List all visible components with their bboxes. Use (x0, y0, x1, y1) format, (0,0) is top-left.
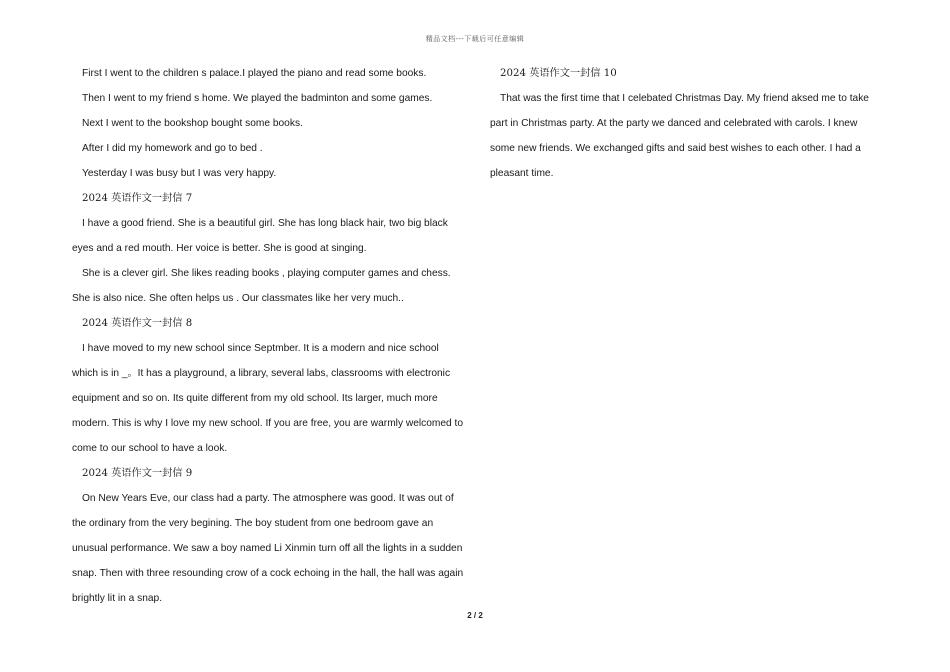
page-number: 2 / 2 (467, 611, 483, 620)
paragraph-3: Next I went to the bookshop bought some books. (82, 118, 303, 129)
paragraph-1: First I went to the children s palace.I played the piano and read some books. (82, 68, 427, 79)
left-column (72, 61, 464, 611)
section-heading-7: 2024 英语作文一封信 7 (82, 193, 193, 204)
paragraph-4: After I did my homework and go to bed . (82, 143, 263, 154)
paragraph-7: She is a clever girl. She likes reading books , playing computer games and chess. She is also nice. She often helps us . Our classmates like her very much.. (72, 268, 454, 304)
paragraph-2: Then I went to my friend s home. We played the badminton and some games. (82, 93, 433, 104)
section-heading-9: 2024 英语作文一封信 9 (82, 468, 193, 479)
section-heading-10: 2024 英语作文一封信 10 (500, 68, 617, 79)
paragraph-6: I have a good friend. She is a beautiful girl. She has long black hair, two big black eyes and a red mouth. Her voice is better. She is good at singing. (72, 218, 451, 254)
document-header: 精品文档---下载后可任意编辑 (425, 35, 525, 43)
section-heading-8: 2024 英语作文一封信 8 (82, 318, 193, 329)
paragraph-5: Yesterday I was busy but I was very happy. (82, 168, 277, 179)
right-column (490, 61, 882, 186)
paragraph-10: That was the first time that I celebated Christmas Day. My friend aksed me to take part in Christmas party. At the party we danced and celebrated with carols. I knew some new friends. We exchanged gifts and said best wishes to each other. I had a pleasant time. (490, 93, 872, 179)
paragraph-8: I have moved to my new school since Septmber. It is a modern and nice school which is in _。It has a playground, a library, several labs, classrooms with electronic equipment and so on. Its quite different from my old school. Its larger, much more modern. This is why I love my new school. If you are free, you are warmly welcomed to come to our school to have a look. (72, 343, 466, 454)
paragraph-9: On New Years Eve, our class had a party. The atmosphere was good. It was out of the ordinary from the very begining. The boy student from one bedroom gave an unusual performance. We saw a boy named Li Xinmin turn off all the lights in a sudden snap. Then with three resounding crow of a cock echoing in the hall, the hall was again brightly lit in a snap. (72, 493, 466, 604)
